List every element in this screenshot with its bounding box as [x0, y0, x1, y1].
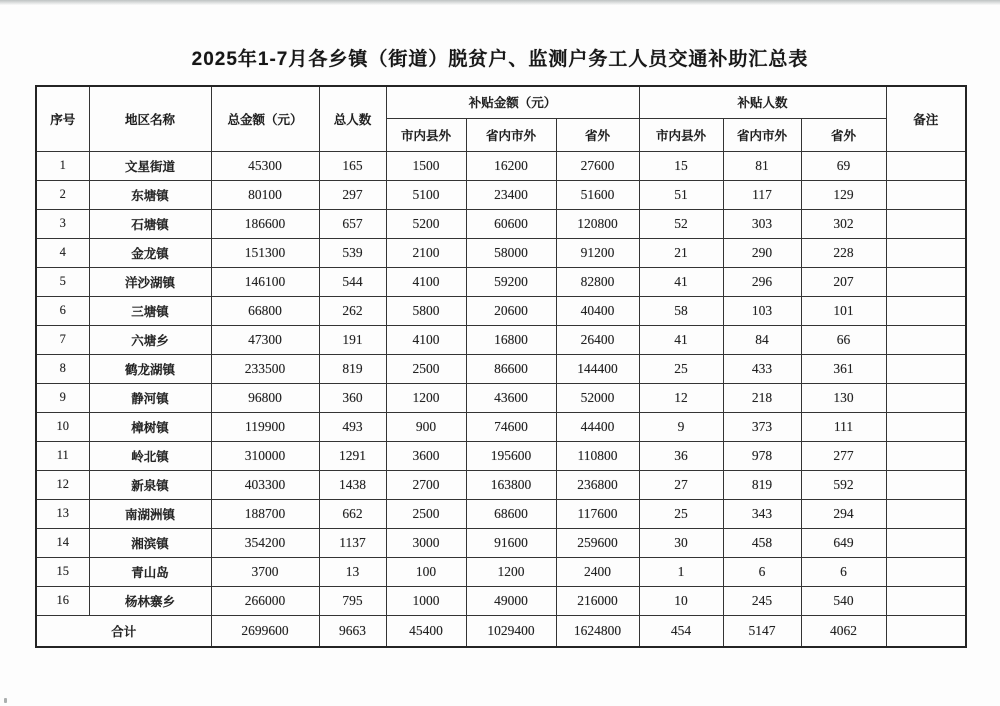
cell-total-amount: 354200 [211, 528, 319, 557]
cell-ppl-out-province: 277 [801, 441, 886, 470]
page-title: 2025年1-7月各乡镇（街道）脱贫户、监测户务工人员交通补助汇总表 [191, 49, 809, 70]
cell-remark [886, 383, 966, 412]
cell-ppl-in-city-out-county: 10 [639, 586, 723, 615]
col-group-subsidy-people: 补贴人数 [639, 86, 886, 118]
cell-remark [886, 499, 966, 528]
cell-remark [886, 267, 966, 296]
cell-total-amount: 3700 [211, 557, 319, 586]
cell-region-name: 樟树镇 [89, 412, 211, 441]
cell-ppl-in-city-out-county: 21 [639, 238, 723, 267]
cell-ppl-in-city-out-county: 41 [639, 325, 723, 354]
cell-remark [886, 238, 966, 267]
cell-amt-out-province: 110800 [556, 441, 639, 470]
col-header-total-amount: 总金额（元） [211, 86, 319, 151]
cell-region-name: 六塘乡 [89, 325, 211, 354]
col-header-ppl-in-province-out-city: 省内市外 [723, 118, 801, 151]
table-row [36, 267, 966, 296]
cell-ppl-in-city-out-county: 51 [639, 180, 723, 209]
col-header-amt-in-city-out-county: 市内县外 [386, 118, 466, 151]
total-ppl-in-city-out-county: 454 [639, 615, 723, 647]
cell-region-name: 石塘镇 [89, 209, 211, 238]
cell-amt-in-province-out-city: 60600 [466, 209, 556, 238]
cell-amt-in-city-out-county: 3600 [386, 441, 466, 470]
table-row [36, 238, 966, 267]
cell-remark [886, 470, 966, 499]
total-ppl-in-province-out-city: 5147 [723, 615, 801, 647]
cell-remark [886, 180, 966, 209]
cell-total-people: 1438 [319, 470, 386, 499]
cell-total-amount: 188700 [211, 499, 319, 528]
cell-remark [886, 528, 966, 557]
total-label: 合计 [36, 615, 211, 647]
total-remark [886, 615, 966, 647]
cell-ppl-out-province: 111 [801, 412, 886, 441]
cell-amt-in-province-out-city: 163800 [466, 470, 556, 499]
cell-total-amount: 45300 [211, 151, 319, 180]
cell-remark [886, 441, 966, 470]
cell-ppl-in-province-out-city: 290 [723, 238, 801, 267]
cell-seq: 15 [36, 557, 89, 586]
cell-region-name: 新泉镇 [89, 470, 211, 499]
cell-total-amount: 146100 [211, 267, 319, 296]
cell-amt-in-city-out-county: 1200 [386, 383, 466, 412]
cell-amt-in-province-out-city: 1200 [466, 557, 556, 586]
col-header-ppl-out-province: 省外 [801, 118, 886, 151]
cell-total-people: 262 [319, 296, 386, 325]
cell-amt-in-city-out-county: 2700 [386, 470, 466, 499]
cell-ppl-in-city-out-county: 15 [639, 151, 723, 180]
cell-ppl-in-city-out-county: 12 [639, 383, 723, 412]
cell-seq: 5 [36, 267, 89, 296]
cell-total-amount: 233500 [211, 354, 319, 383]
col-header-seq: 序号 [36, 86, 89, 151]
cell-region-name: 洋沙湖镇 [89, 267, 211, 296]
cell-amt-in-city-out-county: 4100 [386, 267, 466, 296]
cell-total-amount: 403300 [211, 470, 319, 499]
cell-amt-out-province: 26400 [556, 325, 639, 354]
total-people: 9663 [319, 615, 386, 647]
cell-ppl-in-province-out-city: 303 [723, 209, 801, 238]
cell-seq: 10 [36, 412, 89, 441]
cell-remark [886, 354, 966, 383]
cell-amt-in-city-out-county: 5200 [386, 209, 466, 238]
cell-region-name: 东塘镇 [89, 180, 211, 209]
cell-total-amount: 266000 [211, 586, 319, 615]
cell-amt-out-province: 144400 [556, 354, 639, 383]
cell-region-name: 青山岛 [89, 557, 211, 586]
cell-amt-out-province: 120800 [556, 209, 639, 238]
cell-remark [886, 586, 966, 615]
cell-amt-out-province: 44400 [556, 412, 639, 441]
cell-total-people: 1291 [319, 441, 386, 470]
table-header [36, 86, 966, 151]
cell-ppl-in-province-out-city: 978 [723, 441, 801, 470]
cell-amt-in-province-out-city: 195600 [466, 441, 556, 470]
table-row [36, 325, 966, 354]
cell-total-amount: 80100 [211, 180, 319, 209]
cell-amt-out-province: 40400 [556, 296, 639, 325]
cell-total-people: 662 [319, 499, 386, 528]
cell-amt-in-province-out-city: 59200 [466, 267, 556, 296]
cell-seq: 9 [36, 383, 89, 412]
col-header-amt-in-province-out-city: 省内市外 [466, 118, 556, 151]
cell-region-name: 杨林寨乡 [89, 586, 211, 615]
cell-amt-out-province: 2400 [556, 557, 639, 586]
table-row [36, 354, 966, 383]
cell-total-amount: 66800 [211, 296, 319, 325]
cell-amt-in-province-out-city: 74600 [466, 412, 556, 441]
table-row [36, 557, 966, 586]
cell-ppl-out-province: 361 [801, 354, 886, 383]
cell-total-people: 1137 [319, 528, 386, 557]
cell-amt-in-city-out-county: 2100 [386, 238, 466, 267]
cell-amt-out-province: 82800 [556, 267, 639, 296]
col-header-region: 地区名称 [89, 86, 211, 151]
header-row-1 [36, 86, 966, 118]
cell-seq: 8 [36, 354, 89, 383]
total-amt-out-province: 1624800 [556, 615, 639, 647]
cell-amt-in-city-out-county: 2500 [386, 499, 466, 528]
table-row [36, 470, 966, 499]
cell-total-amount: 96800 [211, 383, 319, 412]
cell-seq: 12 [36, 470, 89, 499]
cell-ppl-out-province: 130 [801, 383, 886, 412]
cell-ppl-out-province: 302 [801, 209, 886, 238]
cell-seq: 1 [36, 151, 89, 180]
total-amt-in-province-out-city: 1029400 [466, 615, 556, 647]
table-row [36, 441, 966, 470]
cell-ppl-in-province-out-city: 245 [723, 586, 801, 615]
cell-ppl-out-province: 66 [801, 325, 886, 354]
scan-artifact-top [0, 0, 1000, 5]
cell-ppl-out-province: 69 [801, 151, 886, 180]
cell-ppl-in-province-out-city: 117 [723, 180, 801, 209]
cell-ppl-in-city-out-county: 30 [639, 528, 723, 557]
cell-remark [886, 557, 966, 586]
cell-ppl-in-city-out-county: 52 [639, 209, 723, 238]
cell-seq: 16 [36, 586, 89, 615]
cell-seq: 3 [36, 209, 89, 238]
subsidy-summary-table [35, 85, 967, 648]
cell-total-amount: 151300 [211, 238, 319, 267]
cell-amt-in-city-out-county: 3000 [386, 528, 466, 557]
cell-region-name: 湘滨镇 [89, 528, 211, 557]
cell-ppl-in-province-out-city: 84 [723, 325, 801, 354]
cell-ppl-out-province: 540 [801, 586, 886, 615]
col-header-remarks: 备注 [886, 86, 966, 151]
cell-total-amount: 47300 [211, 325, 319, 354]
cell-ppl-in-province-out-city: 433 [723, 354, 801, 383]
scan-artifact-bottom-dot [4, 698, 7, 703]
cell-region-name: 静河镇 [89, 383, 211, 412]
cell-ppl-in-province-out-city: 373 [723, 412, 801, 441]
cell-remark [886, 296, 966, 325]
cell-total-amount: 186600 [211, 209, 319, 238]
col-header-ppl-in-city-out-county: 市内县外 [639, 118, 723, 151]
cell-amt-out-province: 51600 [556, 180, 639, 209]
cell-ppl-in-province-out-city: 103 [723, 296, 801, 325]
cell-ppl-out-province: 294 [801, 499, 886, 528]
cell-seq: 13 [36, 499, 89, 528]
cell-amt-out-province: 27600 [556, 151, 639, 180]
cell-amt-in-province-out-city: 16800 [466, 325, 556, 354]
table-row [36, 412, 966, 441]
table-row [36, 383, 966, 412]
cell-total-people: 360 [319, 383, 386, 412]
total-row [36, 615, 966, 647]
cell-amt-out-province: 259600 [556, 528, 639, 557]
cell-ppl-in-province-out-city: 819 [723, 470, 801, 499]
cell-amt-in-city-out-county: 1500 [386, 151, 466, 180]
cell-ppl-in-province-out-city: 458 [723, 528, 801, 557]
total-amt-in-city-out-county: 45400 [386, 615, 466, 647]
cell-total-people: 191 [319, 325, 386, 354]
cell-amt-in-city-out-county: 4100 [386, 325, 466, 354]
cell-seq: 14 [36, 528, 89, 557]
table-row [36, 586, 966, 615]
cell-ppl-in-province-out-city: 6 [723, 557, 801, 586]
table-footer [36, 615, 966, 647]
cell-total-people: 539 [319, 238, 386, 267]
cell-amt-out-province: 216000 [556, 586, 639, 615]
cell-amt-in-city-out-county: 1000 [386, 586, 466, 615]
cell-amt-out-province: 91200 [556, 238, 639, 267]
cell-ppl-in-city-out-county: 58 [639, 296, 723, 325]
cell-ppl-in-city-out-county: 41 [639, 267, 723, 296]
cell-total-amount: 119900 [211, 412, 319, 441]
cell-amt-in-province-out-city: 43600 [466, 383, 556, 412]
cell-ppl-in-city-out-county: 36 [639, 441, 723, 470]
cell-ppl-out-province: 129 [801, 180, 886, 209]
cell-amt-in-city-out-county: 900 [386, 412, 466, 441]
cell-ppl-out-province: 6 [801, 557, 886, 586]
cell-remark [886, 151, 966, 180]
cell-seq: 7 [36, 325, 89, 354]
cell-region-name: 金龙镇 [89, 238, 211, 267]
table-body [36, 151, 966, 615]
table-row [36, 151, 966, 180]
cell-ppl-out-province: 207 [801, 267, 886, 296]
cell-amt-in-province-out-city: 58000 [466, 238, 556, 267]
cell-region-name: 三塘镇 [89, 296, 211, 325]
table-row [36, 499, 966, 528]
cell-total-amount: 310000 [211, 441, 319, 470]
cell-ppl-out-province: 228 [801, 238, 886, 267]
cell-region-name: 鹤龙湖镇 [89, 354, 211, 383]
cell-ppl-in-city-out-county: 1 [639, 557, 723, 586]
cell-ppl-out-province: 101 [801, 296, 886, 325]
cell-amt-in-province-out-city: 16200 [466, 151, 556, 180]
cell-ppl-in-city-out-county: 25 [639, 354, 723, 383]
cell-total-people: 13 [319, 557, 386, 586]
cell-amt-in-province-out-city: 91600 [466, 528, 556, 557]
total-amount: 2699600 [211, 615, 319, 647]
cell-ppl-in-city-out-county: 9 [639, 412, 723, 441]
cell-amt-out-province: 117600 [556, 499, 639, 528]
col-group-subsidy-amount: 补贴金额（元） [386, 86, 639, 118]
cell-ppl-in-city-out-county: 27 [639, 470, 723, 499]
cell-seq: 2 [36, 180, 89, 209]
cell-amt-in-province-out-city: 49000 [466, 586, 556, 615]
cell-amt-in-city-out-county: 5100 [386, 180, 466, 209]
cell-ppl-in-province-out-city: 296 [723, 267, 801, 296]
table-row [36, 528, 966, 557]
cell-ppl-in-province-out-city: 218 [723, 383, 801, 412]
cell-ppl-out-province: 649 [801, 528, 886, 557]
cell-remark [886, 412, 966, 441]
cell-remark [886, 325, 966, 354]
cell-seq: 11 [36, 441, 89, 470]
cell-remark [886, 209, 966, 238]
cell-total-people: 795 [319, 586, 386, 615]
table-row [36, 209, 966, 238]
cell-amt-in-province-out-city: 68600 [466, 499, 556, 528]
cell-amt-in-province-out-city: 20600 [466, 296, 556, 325]
col-header-amt-out-province: 省外 [556, 118, 639, 151]
cell-amt-in-city-out-county: 2500 [386, 354, 466, 383]
table-row [36, 180, 966, 209]
cell-region-name: 岭北镇 [89, 441, 211, 470]
cell-ppl-in-province-out-city: 343 [723, 499, 801, 528]
total-ppl-out-province: 4062 [801, 615, 886, 647]
cell-amt-out-province: 236800 [556, 470, 639, 499]
cell-seq: 4 [36, 238, 89, 267]
col-header-total-people: 总人数 [319, 86, 386, 151]
cell-total-people: 493 [319, 412, 386, 441]
cell-total-people: 165 [319, 151, 386, 180]
cell-amt-in-province-out-city: 86600 [466, 354, 556, 383]
cell-amt-in-province-out-city: 23400 [466, 180, 556, 209]
cell-amt-in-city-out-county: 5800 [386, 296, 466, 325]
cell-region-name: 文星街道 [89, 151, 211, 180]
cell-seq: 6 [36, 296, 89, 325]
cell-amt-in-city-out-county: 100 [386, 557, 466, 586]
table-row [36, 296, 966, 325]
cell-amt-out-province: 52000 [556, 383, 639, 412]
cell-ppl-in-province-out-city: 81 [723, 151, 801, 180]
cell-total-people: 297 [319, 180, 386, 209]
cell-total-people: 657 [319, 209, 386, 238]
cell-ppl-in-city-out-county: 25 [639, 499, 723, 528]
cell-region-name: 南湖洲镇 [89, 499, 211, 528]
cell-total-people: 819 [319, 354, 386, 383]
cell-ppl-out-province: 592 [801, 470, 886, 499]
cell-total-people: 544 [319, 267, 386, 296]
